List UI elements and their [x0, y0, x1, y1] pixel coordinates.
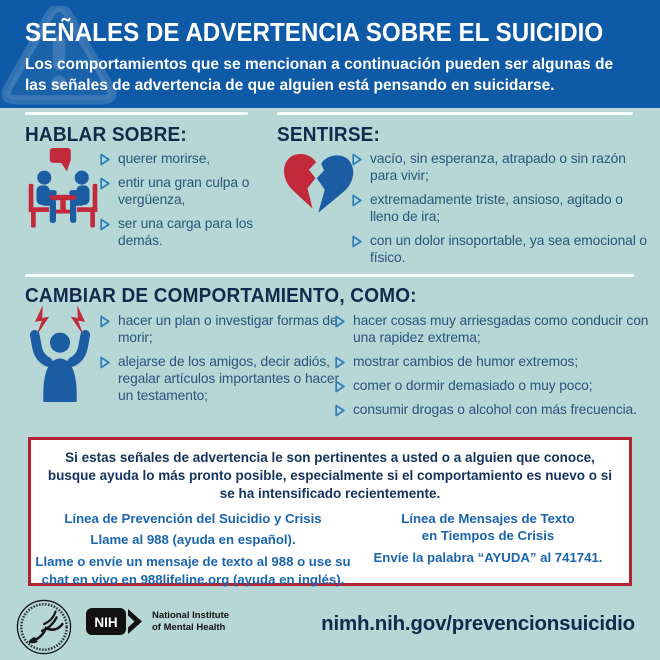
list-item	[100, 215, 272, 249]
lifeline-text-chat: Llame o envíe un mensaje de texto al 988 o use su chat en vivo en 988lifeline.org (ayuda en inglés).	[35, 554, 351, 588]
list-item-text: mostrar cambios de humor extremos;	[353, 354, 579, 370]
nih-name-line1: National Institute	[152, 609, 230, 621]
list-item	[100, 174, 272, 208]
divider-line	[277, 112, 633, 115]
crisis-columns	[31, 510, 629, 593]
textline-title-line1: Línea de Mensajes de Texto	[401, 510, 575, 526]
list-item-text: ser una carga para los demás.	[118, 216, 254, 249]
lifeline-call-988: Llame al 988 (ayuda en español).	[90, 532, 296, 548]
behavior-warning-list-left	[100, 312, 350, 411]
list-item	[335, 401, 649, 418]
header-banner	[0, 0, 660, 108]
list-item	[100, 312, 350, 346]
behavior-warning-list-right	[335, 312, 649, 425]
list-item-text: extremadamente triste, ansioso, agitado o lleno de ira;	[370, 192, 623, 225]
list-item-text: consumir drogas o alcohol con más frecuencia.	[353, 402, 637, 418]
list-item	[335, 353, 649, 370]
triangle-bullet-icon	[335, 404, 345, 417]
section-heading-talk: HABLAR SOBRE:	[25, 124, 187, 146]
nih-logo	[86, 608, 144, 635]
divider-line	[25, 274, 634, 277]
triangle-bullet-icon	[100, 153, 110, 166]
list-item-text: hacer un plan o investigar formas de morir;	[118, 313, 338, 346]
list-item	[352, 150, 652, 184]
crisis-help-box	[28, 437, 632, 586]
page-title: SEÑALES DE ADVERTENCIA SOBRE EL SUICIDIO	[25, 17, 604, 47]
triangle-bullet-icon	[335, 380, 345, 393]
feel-warning-list	[352, 150, 652, 274]
people-talking-icon	[24, 148, 102, 240]
section-heading-behavior: CAMBIAR DE COMPORTAMIENTO, COMO:	[25, 285, 417, 307]
triangle-bullet-icon	[352, 153, 362, 166]
triangle-bullet-icon	[100, 218, 110, 231]
list-item-text: hacer cosas muy arriesgadas como conducir con una rapidez extrema;	[353, 313, 649, 346]
list-item	[335, 312, 649, 346]
lifeline-title: Línea de Prevención del Suicidio y Crisis	[64, 510, 322, 526]
nih-name-line2: of Mental Health	[152, 621, 226, 633]
crisis-column-textline	[351, 510, 625, 593]
list-item	[352, 232, 652, 266]
list-item	[100, 150, 272, 167]
triangle-bullet-icon	[335, 356, 345, 369]
divider-line	[25, 112, 248, 115]
list-item-text: entir una gran culpa o vergüenza,	[118, 175, 250, 208]
nimh-url: nimh.nih.gov/prevencionsuicidio	[321, 612, 635, 635]
stressed-person-icon	[16, 306, 104, 402]
nih-acronym-text: NIH	[94, 615, 118, 630]
hhs-eagle-logo	[15, 598, 73, 656]
nih-institute-name	[152, 610, 229, 634]
textline-title-line2: en Tiempos de Crisis	[421, 528, 555, 544]
broken-heart-icon	[283, 150, 355, 218]
section-heading-feel: SENTIRSE:	[277, 124, 381, 146]
triangle-bullet-icon	[352, 194, 362, 207]
triangle-bullet-icon	[352, 235, 362, 248]
crisis-column-lifeline	[35, 510, 351, 593]
list-item	[335, 377, 649, 394]
list-item-text: comer o dormir demasiado o muy poco;	[353, 378, 593, 394]
nih-logo-lockup	[86, 608, 229, 635]
list-item-text: querer morirse,	[118, 151, 211, 166]
triangle-bullet-icon	[100, 356, 110, 369]
list-item-text: alejarse de los amigos, decir adiós, regalar artículos importantes o hacer un testamento;	[118, 354, 339, 404]
list-item	[352, 191, 652, 225]
list-item	[100, 353, 350, 404]
list-item-text: vacío, sin esperanza, atrapado o sin razón para vivir;	[370, 151, 626, 184]
list-item-text: con un dolor insoportable, ya sea emocional o físico.	[370, 233, 647, 266]
triangle-bullet-icon	[100, 315, 110, 328]
triangle-bullet-icon	[335, 315, 345, 328]
page-subtitle: Los comportamientos que se mencionan a continuación pueden ser algunas de las señales de advertencia de que alguien está pensando en suicidarse.	[25, 56, 614, 95]
triangle-bullet-icon	[100, 177, 110, 190]
talk-warning-list	[100, 150, 272, 256]
help-intro-text: Si estas señales de advertencia le son pertinentes a usted o a alguien que conoce, busque ayuda lo más pronto posible, especialmente si el comportamiento es nuevo o si se ha intensificado recientemente.	[47, 450, 613, 502]
textline-instruction: Envíe la palabra “AYUDA” al 741741.	[373, 550, 603, 566]
